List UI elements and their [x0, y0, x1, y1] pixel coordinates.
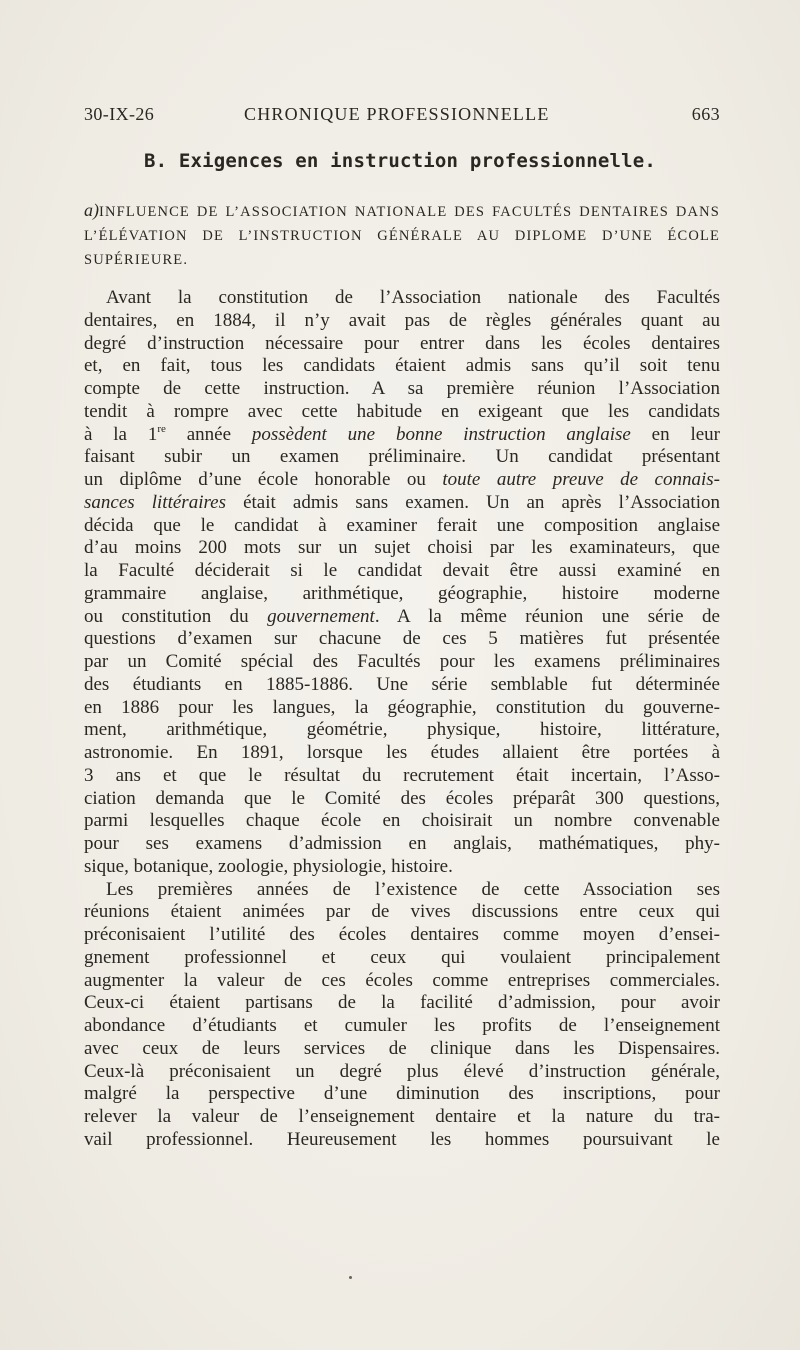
text-line: d’au moins 200 mots sur un sujet choisi par les examinateurs, que [84, 537, 720, 559]
text-line: 3 ans et que le résultat du recrutement était incertain, l’Asso- [84, 764, 720, 786]
text-line: par un Comité spécial des Facultés pour les examens préliminaires [84, 651, 720, 672]
text-line: grammaire anglaise, arithmétique, géographie, histoire moderne [84, 582, 720, 604]
text-line [84, 492, 720, 515]
page-number: 663 [691, 104, 720, 124]
text-line: compte de cette instruction. A sa première réunion l’Association [84, 378, 720, 399]
section-heading: B. Exigences en instruction professionnelle. [143, 150, 657, 172]
subheading-text: INFLUENCE DE L’ASSOCIATION NATIONALE DES FACULTÉS DENTAIRES DANS L’ÉLÉVATION DE L’INSTRUCTION GÉNÉRALE AU DIPLOME D’UNE ÉCOLE SUPÉRIEURE. [84, 204, 720, 268]
text-line: des étudiants en 1885-1886. Une série semblable fut déterminée [84, 673, 720, 695]
text-fragment: année [165, 423, 252, 445]
text-line: astronomie. En 1891, lorsque les études allaient être portées à [84, 742, 720, 763]
text-line: ment, arithmétique, géométrie, physique, histoire, littérature, [84, 719, 720, 741]
text-line: degré d’instruction nécessaire pour entrer dans les écoles dentaires [84, 332, 720, 354]
superscript: re [157, 423, 166, 435]
text-line: préconisaient l’utilité des écoles dentaires comme moyen d’ensei- [84, 924, 720, 945]
text-line: pour ses examens d’admission en anglais, mathématiques, phy- [84, 833, 720, 854]
print-speck [349, 1276, 352, 1279]
text-line: faisant subir un examen préliminaire. Un candidat présentant [84, 446, 720, 468]
text-line: Ceux-là préconisaient un degré plus élevé d’instruction générale, [84, 1060, 720, 1082]
text-line: gnement professionnel et ceux qui voulaient principalement [84, 946, 720, 968]
text-line [84, 606, 720, 629]
text-line [84, 424, 720, 447]
header-date: 30-IX-26 [84, 104, 155, 124]
text-fragment: un diplôme d’une école honorable ou [84, 469, 443, 490]
text-fragment: . A la même réunion une série de [374, 605, 720, 627]
text-line: parmi lesquelles chaque école en choisirait un nombre convenable [84, 810, 720, 832]
body-text [84, 287, 720, 1152]
text-line: vail professionnel. Heureusement les hommes poursuivant le [84, 1128, 720, 1150]
text-line: ciation demanda que le Comité des écoles préparât 300 questions, [84, 787, 720, 809]
italic-phrase: gouvernement [267, 605, 375, 627]
text-fragment: en leur [630, 423, 720, 445]
text-line: Les premières années de l’existence de cette Association ses [106, 878, 720, 900]
text-line: sique, botanique, zoologie, physiologie, histoire. [84, 855, 453, 877]
text-fragment: à la 1 [84, 423, 158, 445]
header-title: CHRONIQUE PROFESSIONNELLE [244, 104, 550, 124]
text-line: la Faculté déciderait si le candidat devait être aussi examiné en [84, 560, 720, 581]
text-line: décida que le candidat à examiner ferait une composition anglaise [84, 514, 720, 536]
text-line: Avant la constitution de l’Association nationale des Facultés [106, 287, 720, 308]
text-line: Ceux-ci étaient partisans de la facilité d’admission, pour avoir [84, 992, 720, 1014]
text-line: et, en fait, tous les candidats étaient admis sans qu’il soit tenu [84, 355, 720, 377]
text-fragment: était admis sans examen. Un an après l’Association [226, 491, 720, 513]
text-line: réunions étaient animées par de vives discussions entre ceux qui [84, 901, 720, 923]
text-line: questions d’examen sur chacune de ces 5 matières fut présentée [84, 628, 720, 650]
subheading [84, 198, 720, 272]
italic-phrase: toute autre preuve de connais- [442, 469, 720, 490]
text-line: en 1886 pour les langues, la géographie, constitution du gouverne- [84, 696, 720, 718]
text-line: relever la valeur de l’enseignement dentaire et la nature du tra- [84, 1106, 720, 1127]
italic-phrase: sances littéraires [84, 491, 226, 513]
text-line: tendit à rompre avec cette habitude en exigeant que les candidats [84, 400, 720, 422]
text-line: dentaires, en 1884, il n’y avait pas de règles générales quant au [84, 309, 720, 331]
text-line: malgré la perspective d’une diminution des inscriptions, pour [84, 1083, 720, 1105]
text-fragment: ou constitution du [84, 605, 268, 627]
text-line: augmenter la valeur de ces écoles comme entreprises commerciales. [84, 969, 720, 991]
text-line: avec ceux de leurs services de clinique dans les Dispensaires. [84, 1037, 720, 1059]
italic-phrase: possèdent une bonne instruction anglaise [251, 423, 631, 445]
subheading-label: a) [84, 200, 99, 220]
text-line [84, 469, 720, 492]
text-line: abondance d’étudiants et cumuler les profits de l’enseignement [84, 1015, 720, 1036]
running-header [84, 104, 720, 128]
